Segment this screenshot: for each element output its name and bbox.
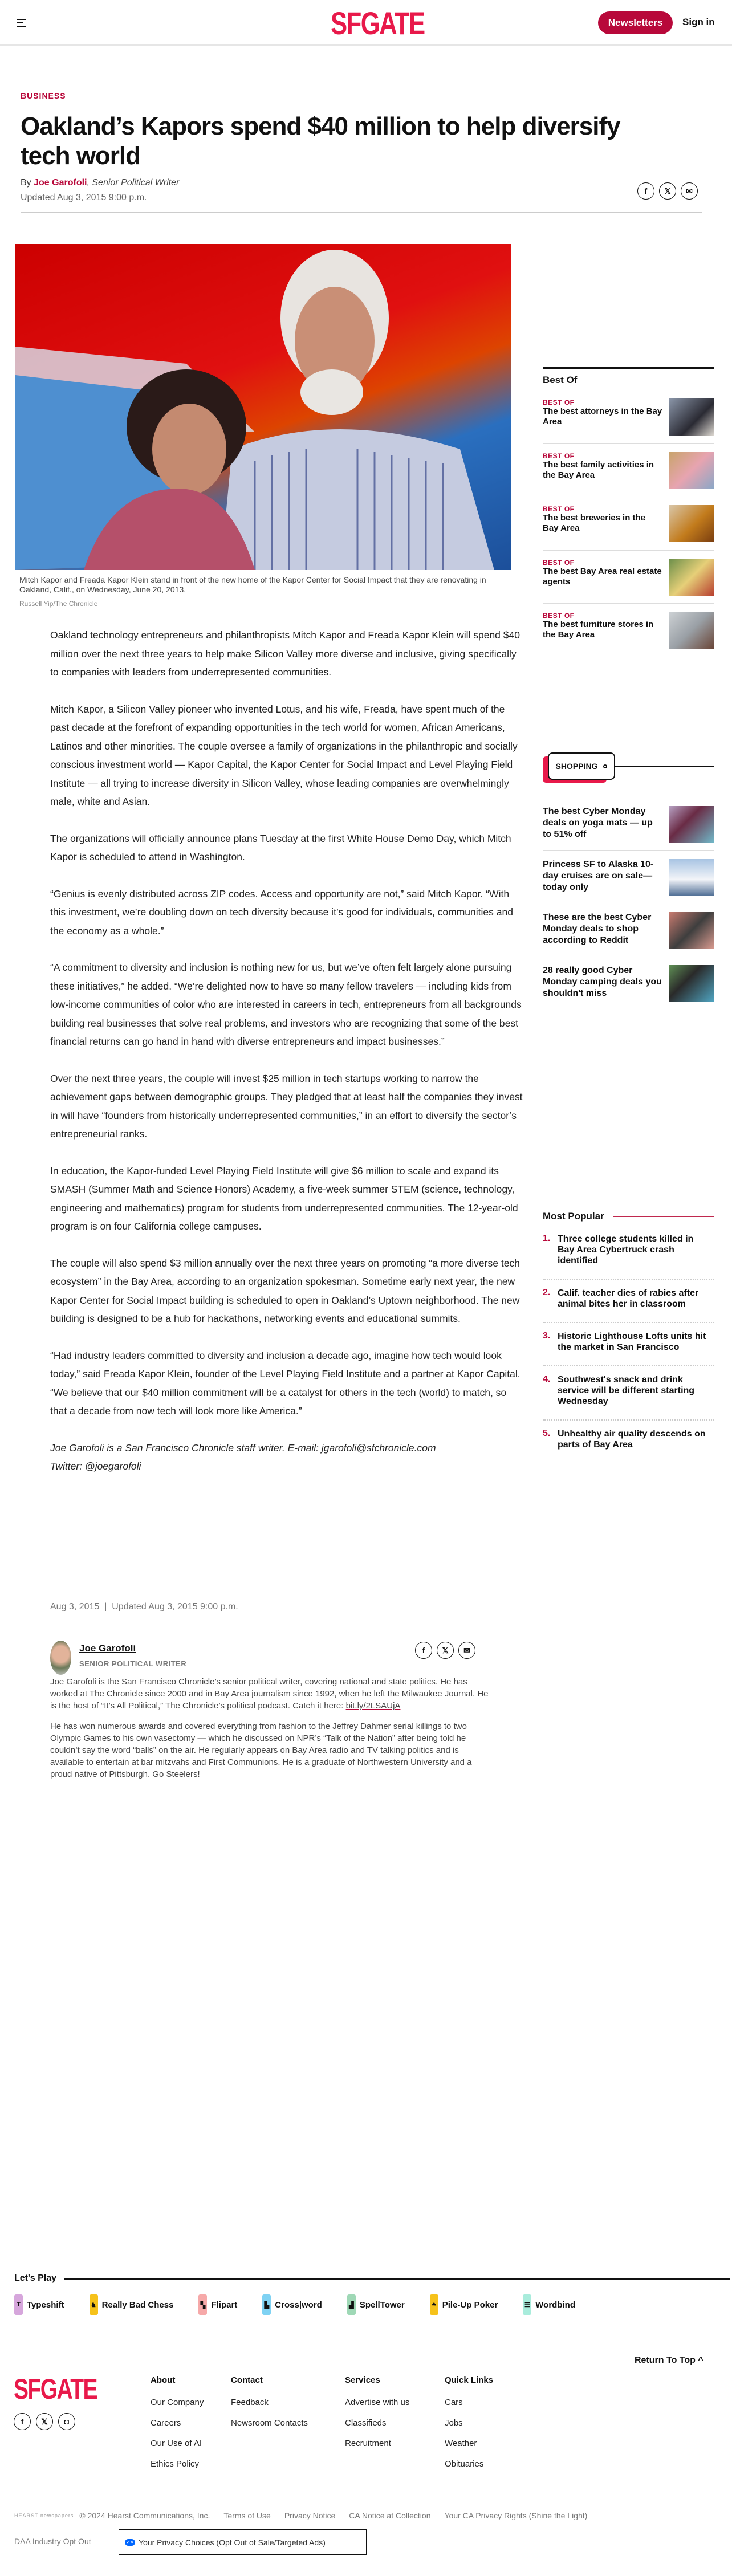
legal-link[interactable]: Your CA Privacy Rights (Shine the Light): [444, 2511, 588, 2520]
author-role: , Senior Political Writer: [87, 178, 180, 188]
game-link[interactable]: [347, 2294, 405, 2315]
footer-link[interactable]: Newsroom Contacts: [231, 2418, 308, 2428]
module-title: Most Popular: [543, 1211, 604, 1222]
footer-link[interactable]: Cars: [445, 2398, 463, 2407]
rank-number: 5.: [543, 1429, 551, 1438]
paragraph: “A commitment to diversity and inclusion is nothing new for us, but we’ve often felt largely alone pursuing these initiatives,” he added. “We’re delighted now to have so many fellow travelers — including kids from low-income communities of color who are interested in careers in tech, entrepreneurs from all backgrounds building real businesses that solve real problems, and investors who are recognizing that some of the best financial returns can go hand in hand with diverse entrepreneurs and impact businesses.”: [50, 962, 522, 1047]
rank-number: 1.: [543, 1234, 551, 1243]
section-kicker[interactable]: BUSINESS: [21, 91, 66, 100]
game-icon: ☰: [523, 2294, 531, 2315]
game-link[interactable]: [198, 2294, 237, 2315]
item-title: Three college students killed in Bay Area Cybertruck crash identified: [558, 1234, 694, 1265]
legal-link[interactable]: Terms of Use: [223, 2511, 271, 2520]
menu-icon[interactable]: [17, 19, 26, 27]
item-thumbnail: [669, 559, 714, 596]
game-name: Really Bad Chess: [101, 2300, 174, 2310]
item-title: 28 really good Cyber Monday camping deals you shouldn't miss: [543, 966, 662, 998]
game-link[interactable]: [430, 2294, 498, 2315]
article-body: [50, 626, 523, 1494]
item-title: The best attorneys in the Bay Area: [543, 406, 662, 426]
footer-column: [231, 2375, 345, 2480]
popular-item[interactable]: [543, 1421, 714, 1463]
item-title: The best breweries in the Bay Area: [543, 513, 646, 533]
publish-dates: Aug 3, 2015 | Updated Aug 3, 2015 9:00 p.m.: [50, 1602, 238, 1611]
game-icon: ♣: [430, 2294, 438, 2315]
item-thumbnail: [669, 612, 714, 649]
item-kicker: BEST OF: [543, 505, 575, 513]
popular-item[interactable]: [543, 1323, 714, 1366]
author-tagline: [50, 1439, 523, 1476]
game-name: Pile-Up Poker: [442, 2300, 498, 2310]
footer-social: [14, 2413, 75, 2430]
paragraph: In education, the Kapor-funded Level Playing Field Institute will give $6 million to scale and expand its SMASH (Summer Math and Science Honors) Academy, a five-week summer STEM (science, technology, engineering and mathematics) program for students from underrepresented communities. The 12-year-old program is on four California college campuses.: [50, 1165, 518, 1232]
shopping-badge[interactable]: [548, 752, 615, 780]
footer-links: [151, 2375, 530, 2480]
privacy-toggle-icon: ✓✕: [125, 2539, 135, 2546]
column-heading: About: [151, 2375, 176, 2385]
footer-link[interactable]: Obituaries: [445, 2459, 484, 2469]
best-of-module: [543, 367, 714, 657]
author-social: [415, 1642, 475, 1659]
paragraph: Over the next three years, the couple will invest $25 million in tech startups working to narrow the achievement gaps between demographic groups. They pledged that at least half the companies they invest in will have “founders from historically underrepresented communities,” in an effort to diversify the sector’s entrepreneurial ranks.: [50, 1072, 523, 1140]
rank-number: 2.: [543, 1288, 551, 1297]
updated-timestamp: Updated Aug 3, 2015 9:00 p.m.: [21, 193, 147, 202]
shopping-item[interactable]: [543, 798, 714, 851]
return-to-top-link[interactable]: [635, 2355, 703, 2366]
photo-caption: Mitch Kapor and Freada Kapor Klein stand in front of the new home of the Kapor Center for Social Impact that they are renovating in Oakland, Calif., on Wednesday, June 20, 2013.: [19, 575, 486, 594]
bio-text: Joe Garofoli is the San Francisco Chronicle’s senior political writer, covering national and state politics. He has worked at The Chronicle since 2000 and in Bay Area journalism since 1992, when he left the Milwaukee Journal. He is the host of “It’s All Political,” The Chronicle’s political podcast. Catch it here:: [50, 1677, 489, 1711]
item-title: Unhealthy air quality descends on parts of Bay Area: [558, 1429, 706, 1450]
shopping-header: [543, 751, 714, 786]
divider: [21, 212, 702, 213]
daa-opt-out-link[interactable]: DAA Industry Opt Out: [14, 2537, 91, 2546]
item-title: The best furniture stores in the Bay Area: [543, 620, 654, 640]
shopping-item[interactable]: [543, 957, 714, 1010]
item-title: The best Bay Area real estate agents: [543, 566, 662, 587]
legal-links: [14, 2511, 587, 2520]
item-thumbnail: [669, 965, 714, 1002]
photo-credit: Russell Yip/The Chronicle: [19, 600, 98, 608]
footer-link[interactable]: Careers: [151, 2418, 181, 2428]
popular-item[interactable]: [543, 1226, 714, 1280]
game-icon: ▙: [262, 2294, 271, 2315]
shopping-list: [543, 798, 714, 1010]
item-text: [543, 612, 662, 657]
twitter-handle: Twitter: @joegarofoli: [50, 1460, 141, 1472]
tagline-text: Joe Garofoli is a San Francisco Chronicle staff writer. E-mail:: [50, 1442, 322, 1454]
item-text: [543, 398, 662, 443]
game-name: Flipart: [211, 2300, 238, 2310]
column-heading: Contact: [231, 2375, 263, 2385]
game-link[interactable]: [90, 2294, 174, 2315]
games-header: [14, 2273, 730, 2284]
item-title: Calif. teacher dies of rabies after animal bites her in classroom: [558, 1288, 699, 1309]
instagram-icon[interactable]: ◘: [58, 2413, 75, 2430]
paragraph: The organizations will officially announce plans Tuesday at the first White House Demo Day, which Mitch Kapor is scheduled to attend in Washington.: [50, 832, 511, 862]
game-name: Typeshift: [27, 2300, 64, 2310]
item-kicker: BEST OF: [543, 612, 575, 620]
newsletters-button[interactable]: Newsletters: [598, 11, 673, 34]
game-name: Wordbind: [535, 2300, 575, 2310]
x-icon[interactable]: 𝕏: [437, 1642, 454, 1659]
paragraph: The couple will also spend $3 million annually over the next three years on promoting “a more diverse tech ecosystem” in the Bay Area, according to an organization spokesman. Sometime early next year, the new Kapor Center for Social Impact building is scheduled to open in Oakland’s Uptown neighborhood. The new building is designed to be a hub for hackathons, networking events and educational summits.: [50, 1257, 520, 1324]
best-of-item[interactable]: [543, 604, 714, 657]
facebook-icon[interactable]: f: [637, 182, 654, 200]
legal-link[interactable]: CA Notice at Collection: [349, 2511, 431, 2520]
share-buttons: [637, 182, 698, 200]
author-link[interactable]: Joe Garofoli: [34, 178, 87, 188]
item-thumbnail: [669, 398, 714, 436]
email-icon[interactable]: ✉: [681, 182, 698, 200]
module-title: Let's Play: [14, 2273, 57, 2283]
item-text: [543, 559, 662, 604]
item-kicker: BEST OF: [543, 398, 575, 406]
item-title: These are the best Cyber Monday deals to shop according to Reddit: [543, 913, 652, 945]
footer-link[interactable]: Feedback: [231, 2398, 269, 2407]
hearst-logo: HEARST newspapers: [14, 2513, 74, 2518]
bio-paragraph: [50, 1676, 495, 1712]
facebook-icon[interactable]: f: [14, 2413, 31, 2430]
column-heading: Quick Links: [445, 2375, 494, 2385]
item-kicker: BEST OF: [543, 558, 575, 567]
footer-link[interactable]: Weather: [445, 2439, 477, 2448]
byline-prefix: By: [21, 178, 31, 188]
rank-number: 3.: [543, 1331, 551, 1341]
item-thumbnail: [669, 452, 714, 489]
best-of-item[interactable]: [543, 390, 714, 444]
game-icon: ▚: [198, 2294, 207, 2315]
chevron-up-icon: ^: [698, 2355, 703, 2365]
item-thumbnail: [669, 806, 714, 843]
byline: [21, 178, 179, 188]
item-thumbnail: [669, 505, 714, 542]
item-title: The best family activities in the Bay Area: [543, 459, 654, 480]
item-title: The best Cyber Monday deals on yoga mats — up to 51% off: [543, 807, 653, 839]
item-title: Princess SF to Alaska 10-day cruises are on sale—today only: [543, 860, 654, 892]
return-label: Return To Top: [635, 2355, 696, 2365]
item-title: Historic Lighthouse Lofts units hit the market in San Francisco: [558, 1332, 706, 1352]
item-title: Southwest's snack and drink service will be different starting Wednesday: [558, 1375, 695, 1406]
paragraph: Oakland technology entrepreneurs and philanthropists Mitch Kapor and Freada Kapor Klein will spend $40 million over the next three years to help make Silicon Valley more diverse and inclusive, giving specifically to companies with leaders from underrepresented communities.: [50, 629, 520, 678]
game-name: Cross|word: [275, 2300, 322, 2310]
best-of-item[interactable]: [543, 497, 714, 551]
game-link[interactable]: [523, 2294, 575, 2315]
site-header: [0, 0, 732, 46]
item-text: [543, 505, 662, 550]
best-of-item[interactable]: [543, 444, 714, 498]
game-icon: ♞: [90, 2294, 98, 2315]
item-text: [543, 452, 662, 497]
games-row: [14, 2294, 600, 2315]
best-of-item[interactable]: [543, 551, 714, 604]
author-name-link[interactable]: Joe Garofoli: [79, 1643, 136, 1654]
email-icon[interactable]: ✉: [458, 1642, 475, 1659]
popular-item[interactable]: [543, 1366, 714, 1421]
divider: [613, 1216, 714, 1217]
dot-icon: [603, 764, 607, 768]
item-kicker: BEST OF: [543, 451, 575, 460]
footer-column: [151, 2375, 231, 2480]
footer-link[interactable]: Advertise with us: [345, 2398, 410, 2407]
sign-in-link[interactable]: Sign in: [682, 17, 715, 27]
divider: [615, 766, 714, 767]
column-heading: Services: [345, 2375, 380, 2385]
footer-link[interactable]: Jobs: [445, 2418, 463, 2428]
game-link[interactable]: [14, 2294, 64, 2315]
game-icon: ▟: [347, 2294, 356, 2315]
footer-logo[interactable]: SFGATE: [14, 2373, 97, 2405]
paragraph: “Genius is evenly distributed across ZIP codes. Access and opportunity are not,” said Mitch Kapor. “With this investment, we’re doubling down on tech diversity because it’s good for individuals, communities and the economy as a whole.”: [50, 888, 513, 937]
shopping-item[interactable]: [543, 851, 714, 904]
privacy-choices-label: Your Privacy Choices (Opt Out of Sale/Targeted Ads): [139, 2537, 326, 2547]
photo-illustration: [15, 244, 511, 570]
page-title: Oakland’s Kapors spend $40 million to help diversify tech world: [21, 112, 620, 170]
legal-link[interactable]: Privacy Notice: [284, 2511, 336, 2520]
legal-link-list: [223, 2511, 587, 2520]
popular-item[interactable]: [543, 1280, 714, 1323]
x-icon[interactable]: 𝕏: [36, 2413, 53, 2430]
shopping-item[interactable]: [543, 904, 714, 957]
item-thumbnail: [669, 859, 714, 896]
lead-photo[interactable]: [15, 244, 511, 570]
x-icon[interactable]: 𝕏: [659, 182, 676, 200]
sfgate-logo[interactable]: SFGATE: [331, 5, 425, 41]
paragraph: “Had industry leaders committed to diversity and inclusion a decade ago, imagine how tech would look today,” said Freada Kapor Klein, founder of the Level Playing Field Institute and a partner at Kapor Capital. “We believe that our $40 million commitment will be a catalyst for others in the tech (world) to match, so that a decade from now tech will look more like America.”: [50, 1349, 520, 1417]
footer-link[interactable]: Our Company: [151, 2398, 204, 2407]
footer-link[interactable]: Recruitment: [345, 2439, 391, 2448]
item-thumbnail: [669, 912, 714, 949]
paragraph: Mitch Kapor, a Silicon Valley pioneer who invented Lotus, and his wife, Freada, have spent much of the past decade at the forefront of expanding opportunities in the tech world for women, African Americans, Latinos and other minorities. The couple oversee a family of organizations in the philanthropic and socially conscious investment world — Kapor Capital, the Kapor Center for Social Impact and Level Playing Field Institute — all trying to increase diversity in Silicon Valley, whose leading companies are overwhelmingly male, white and Asian.: [50, 703, 518, 807]
avatar[interactable]: [50, 1641, 71, 1675]
footer-link[interactable]: Our Use of AI: [151, 2439, 202, 2448]
divider: [64, 2278, 730, 2280]
author-role: SENIOR POLITICAL WRITER: [79, 1659, 187, 1668]
footer-column: [445, 2375, 530, 2480]
badge-label: SHOPPING: [555, 762, 598, 771]
most-popular-module: [543, 1211, 714, 1463]
game-icon: T: [14, 2294, 23, 2315]
facebook-icon[interactable]: f: [415, 1642, 432, 1659]
module-title: Best Of: [543, 375, 578, 385]
divider: [543, 367, 714, 369]
privacy-choices-button[interactable]: [119, 2529, 367, 2555]
footer-link[interactable]: Ethics Policy: [151, 2459, 200, 2469]
bio-paragraph: He has won numerous awards and covered everything from fashion to the Jeffrey Dahmer serial killings to two Olympic Games to his own vasectomy — which he discussed on NPR’s “Talk of the Nation” after being told he couldn’t say the word “balls” on the air. He regularly appears on Bay Area radio and TV talking politics and is available to entertain at bar mitzvahs and First Communions. He is a graduate of Northwestern University and a proud native of Pittsburgh. Go Steelers!: [50, 1722, 472, 1779]
footer-column: [345, 2375, 445, 2480]
game-link[interactable]: [262, 2294, 322, 2315]
footer-link[interactable]: Classifieds: [345, 2418, 387, 2428]
copyright: © 2024 Hearst Communications, Inc.: [79, 2511, 210, 2520]
podcast-link[interactable]: bit.ly/2LSAUjA: [345, 1701, 401, 1711]
game-name: SpellTower: [359, 2300, 405, 2310]
rank-number: 4.: [543, 1374, 551, 1384]
author-email-link[interactable]: jgarofoli@sfchronicle.com: [321, 1442, 436, 1454]
author-bio: [50, 1676, 495, 1789]
